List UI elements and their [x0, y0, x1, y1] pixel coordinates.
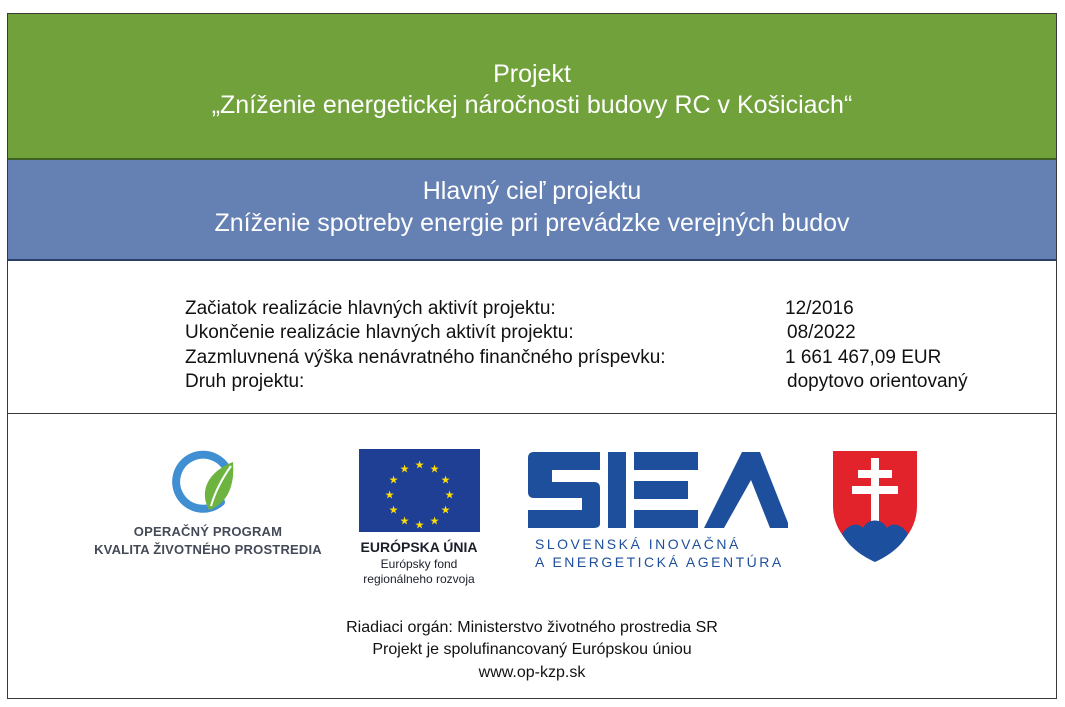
siea-letter-e-bottom	[634, 510, 698, 528]
svg-text:★: ★	[444, 488, 455, 502]
project-name: „Zníženie energetickej náročnosti budovy RC v Košiciach“	[211, 91, 853, 119]
project-banner	[8, 14, 1056, 160]
slovak-coat-of-arms-icon	[830, 450, 920, 562]
eu-sub2: regionálneho rozvoja	[363, 572, 475, 586]
svg-text:★: ★	[440, 503, 451, 517]
billboard	[7, 13, 1057, 699]
siea-letter-a	[704, 452, 788, 528]
project-details	[8, 261, 1056, 414]
siea-letter-e-top	[634, 452, 698, 470]
svg-text:★: ★	[414, 458, 425, 472]
detail-label: Začiatok realizácie hlavných aktivít projektu:	[185, 298, 556, 319]
detail-value: dopytovo orientovaný	[787, 371, 968, 392]
siea-letter-i	[608, 452, 626, 528]
footer-line2: Projekt je spolufinancovaný Európskou úniou	[372, 641, 692, 658]
detail-label: Zazmluvnená výška nenávratného finančného príspevku:	[185, 347, 666, 368]
siea-logo-icon	[528, 452, 788, 528]
svg-text:★: ★	[440, 473, 451, 487]
detail-value: 1 661 467,09 EUR	[785, 347, 942, 368]
logos-area	[8, 414, 1056, 694]
svg-text:★: ★	[388, 473, 399, 487]
svg-text:★: ★	[414, 518, 425, 532]
goal-banner	[8, 160, 1056, 261]
siea-line1: SLOVENSKÁ INOVAČNÁ	[535, 536, 741, 552]
eu-subtitle	[349, 557, 489, 587]
svg-text:★: ★	[388, 503, 399, 517]
opkzp-line1: OPERAČNÝ PROGRAM	[133, 524, 283, 539]
opkzp-line2: KVALITA ŽIVOTNÉHO PROSTREDIA	[94, 542, 322, 557]
opkzp-logo-icon	[171, 444, 243, 516]
siea-caption	[535, 535, 784, 571]
svg-text:★: ★	[429, 462, 440, 476]
svg-text:★: ★	[429, 514, 440, 528]
detail-label: Ukončenie realizácie hlavných aktivít projektu:	[185, 322, 574, 343]
footer-url[interactable]: www.op-kzp.sk	[478, 664, 586, 681]
siea-line2: A ENERGETICKÁ AGENTÚRA	[535, 554, 784, 570]
opkzp-caption	[68, 523, 348, 559]
siea-letter-s	[528, 452, 600, 528]
project-label: Projekt	[493, 60, 571, 88]
goal-text: Zníženie spotreby energie pri prevádzke verejných budov	[214, 209, 850, 237]
detail-label: Druh projektu:	[185, 371, 305, 392]
siea-letter-e-mid	[634, 481, 688, 499]
goal-label: Hlavný cieľ projektu	[422, 177, 642, 205]
eu-sub1: Európsky fond	[380, 557, 458, 571]
detail-value: 12/2016	[785, 298, 854, 319]
svg-text:★: ★	[384, 488, 395, 502]
eu-title: EURÓPSKA ÚNIA	[360, 539, 478, 555]
eu-stars	[359, 449, 480, 532]
detail-value: 08/2022	[787, 322, 856, 343]
footer-line1: Riadiaci orgán: Ministerstvo životného prostredia SR	[346, 619, 718, 636]
eu-flag-icon	[359, 449, 480, 532]
svg-text:★: ★	[399, 462, 410, 476]
svg-text:★: ★	[399, 514, 410, 528]
three-hills	[842, 521, 908, 563]
